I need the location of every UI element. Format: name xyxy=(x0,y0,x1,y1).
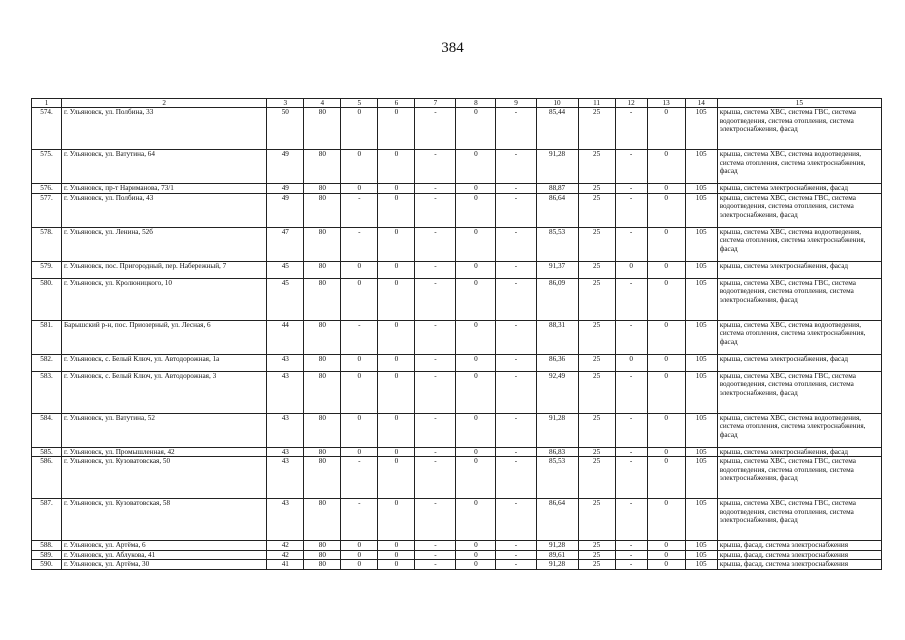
works-cell: крыша, фасад, система электроснабжения xyxy=(717,550,881,560)
value-cell: 0 xyxy=(341,560,378,570)
value-cell: 0 xyxy=(378,371,415,413)
value-cell: 0 xyxy=(456,354,496,371)
value-cell: 105 xyxy=(685,447,717,457)
value-cell: - xyxy=(615,108,647,150)
header-cell: 8 xyxy=(456,99,496,108)
header-cell: 4 xyxy=(304,99,341,108)
value-cell: 91,28 xyxy=(536,541,578,551)
register-table xyxy=(31,98,882,570)
value-cell: 0 xyxy=(647,354,685,371)
value-cell: 25 xyxy=(578,413,615,447)
value-cell: 91,28 xyxy=(536,150,578,184)
value-cell: - xyxy=(615,457,647,499)
value-cell: - xyxy=(415,278,456,320)
value-cell: - xyxy=(496,413,536,447)
value-cell: 41 xyxy=(267,560,304,570)
value-cell: 80 xyxy=(304,227,341,261)
table-row xyxy=(32,108,882,150)
value-cell: 0 xyxy=(341,261,378,278)
value-cell: 0 xyxy=(341,184,378,194)
header-cell: 13 xyxy=(647,99,685,108)
value-cell: - xyxy=(415,413,456,447)
row-number: 577. xyxy=(32,193,62,227)
table-row xyxy=(32,499,882,541)
value-cell: 0 xyxy=(341,447,378,457)
address-cell: г. Ульяновск, пос. Пригородный, пер. Набережный, 7 xyxy=(62,261,267,278)
value-cell: 86,64 xyxy=(536,499,578,541)
value-cell: 25 xyxy=(578,541,615,551)
value-cell: 49 xyxy=(267,184,304,194)
value-cell: - xyxy=(615,560,647,570)
value-cell: 25 xyxy=(578,499,615,541)
value-cell: 80 xyxy=(304,413,341,447)
value-cell: - xyxy=(415,320,456,354)
value-cell: - xyxy=(415,447,456,457)
value-cell: 0 xyxy=(456,560,496,570)
value-cell: 88,31 xyxy=(536,320,578,354)
address-cell: г. Ульяновск, ул. Кролюницкого, 10 xyxy=(62,278,267,320)
address-cell: г. Ульяновск, ул. Кузоватовская, 50 xyxy=(62,457,267,499)
works-cell: крыша, система ХВС, система водоотведения, система отопления, система электроснабжения, фасад xyxy=(717,413,881,447)
value-cell: 91,37 xyxy=(536,261,578,278)
value-cell: 0 xyxy=(341,413,378,447)
row-number: 580. xyxy=(32,278,62,320)
value-cell: 105 xyxy=(685,150,717,184)
works-cell: крыша, система ХВС, система водоотведения, система отопления, система электроснабжения, фасад xyxy=(717,227,881,261)
value-cell: - xyxy=(341,320,378,354)
value-cell: 25 xyxy=(578,457,615,499)
value-cell: 0 xyxy=(341,371,378,413)
value-cell: 0 xyxy=(456,550,496,560)
value-cell: 0 xyxy=(456,320,496,354)
value-cell: 49 xyxy=(267,193,304,227)
value-cell: 0 xyxy=(341,150,378,184)
value-cell: - xyxy=(496,550,536,560)
value-cell: 80 xyxy=(304,457,341,499)
header-cell: 12 xyxy=(615,99,647,108)
value-cell: 25 xyxy=(578,278,615,320)
table-row xyxy=(32,261,882,278)
value-cell: 80 xyxy=(304,184,341,194)
value-cell: 0 xyxy=(378,320,415,354)
value-cell: - xyxy=(415,541,456,551)
value-cell: 25 xyxy=(578,261,615,278)
works-cell: крыша, фасад, система электроснабжения xyxy=(717,560,881,570)
address-cell: г. Ульяновск, ул. Полбина, 43 xyxy=(62,193,267,227)
value-cell: - xyxy=(415,560,456,570)
value-cell: 42 xyxy=(267,541,304,551)
value-cell: - xyxy=(415,261,456,278)
value-cell: 0 xyxy=(378,108,415,150)
value-cell: 43 xyxy=(267,354,304,371)
value-cell: - xyxy=(415,108,456,150)
address-cell: г. Ульяновск, ул. Ватутина, 52 xyxy=(62,413,267,447)
value-cell: 0 xyxy=(456,150,496,184)
address-cell: г. Ульяновск, ул. Промышленная, 42 xyxy=(62,447,267,457)
value-cell: - xyxy=(615,447,647,457)
address-cell: г. Ульяновск, ул. Кузоватовская, 58 xyxy=(62,499,267,541)
value-cell: 0 xyxy=(647,227,685,261)
value-cell: 44 xyxy=(267,320,304,354)
value-cell: 43 xyxy=(267,499,304,541)
value-cell: - xyxy=(615,184,647,194)
works-cell: крыша, система ХВС, система ГВС, система водоотведения, система отопления, система электроснабжения, фасад xyxy=(717,193,881,227)
value-cell: 80 xyxy=(304,320,341,354)
works-cell: крыша, система ХВС, система ГВС, система водоотведения, система отопления, система электроснабжения, фасад xyxy=(717,457,881,499)
value-cell: 0 xyxy=(456,499,496,541)
value-cell: 91,28 xyxy=(536,560,578,570)
value-cell: 0 xyxy=(456,108,496,150)
row-number: 585. xyxy=(32,447,62,457)
header-cell: 10 xyxy=(536,99,578,108)
value-cell: 105 xyxy=(685,550,717,560)
value-cell: 105 xyxy=(685,354,717,371)
works-cell: крыша, система ХВС, система водоотведения, система отопления, система электроснабжения, фасад xyxy=(717,150,881,184)
value-cell: 25 xyxy=(578,550,615,560)
address-cell: г. Ульяновск, с. Белый Ключ, ул. Автодорожная, 1а xyxy=(62,354,267,371)
value-cell: 92,49 xyxy=(536,371,578,413)
value-cell: 49 xyxy=(267,150,304,184)
value-cell: 91,28 xyxy=(536,413,578,447)
row-number: 583. xyxy=(32,371,62,413)
value-cell: 0 xyxy=(341,354,378,371)
value-cell: 25 xyxy=(578,184,615,194)
value-cell: 86,64 xyxy=(536,193,578,227)
value-cell: - xyxy=(415,550,456,560)
value-cell: 0 xyxy=(378,193,415,227)
header-cell: 7 xyxy=(415,99,456,108)
row-number: 575. xyxy=(32,150,62,184)
value-cell: 80 xyxy=(304,541,341,551)
value-cell: 45 xyxy=(267,278,304,320)
value-cell: 25 xyxy=(578,371,615,413)
table-row xyxy=(32,447,882,457)
value-cell: - xyxy=(496,278,536,320)
value-cell: 25 xyxy=(578,447,615,457)
address-cell: г. Ульяновск, ул. Артёма, 30 xyxy=(62,560,267,570)
value-cell: - xyxy=(496,227,536,261)
row-number: 584. xyxy=(32,413,62,447)
value-cell: - xyxy=(341,227,378,261)
value-cell: - xyxy=(496,447,536,457)
row-number: 589. xyxy=(32,550,62,560)
value-cell: - xyxy=(496,193,536,227)
value-cell: 85,53 xyxy=(536,457,578,499)
value-cell: 0 xyxy=(456,193,496,227)
value-cell: 105 xyxy=(685,560,717,570)
value-cell: 0 xyxy=(456,261,496,278)
value-cell: - xyxy=(615,278,647,320)
works-cell: крыша, фасад, система электроснабжения xyxy=(717,541,881,551)
value-cell: 105 xyxy=(685,184,717,194)
address-cell: г. Ульяновск, ул. Артёма, 6 xyxy=(62,541,267,551)
value-cell: - xyxy=(496,108,536,150)
value-cell: 0 xyxy=(378,150,415,184)
value-cell: - xyxy=(615,227,647,261)
value-cell: 25 xyxy=(578,354,615,371)
value-cell: 80 xyxy=(304,560,341,570)
header-row xyxy=(32,99,882,108)
value-cell: - xyxy=(615,150,647,184)
value-cell: 0 xyxy=(378,261,415,278)
value-cell: 0 xyxy=(647,278,685,320)
value-cell: 0 xyxy=(341,108,378,150)
value-cell: - xyxy=(496,371,536,413)
value-cell: 0 xyxy=(647,560,685,570)
page-number: 384 xyxy=(441,40,464,56)
works-cell: крыша, система ХВС, система ГВС, система водоотведения, система отопления, система электроснабжения, фасад xyxy=(717,108,881,150)
value-cell: 105 xyxy=(685,193,717,227)
value-cell: 0 xyxy=(378,278,415,320)
table-row xyxy=(32,560,882,570)
value-cell: - xyxy=(341,457,378,499)
header-cell: 5 xyxy=(341,99,378,108)
row-number: 574. xyxy=(32,108,62,150)
table-row xyxy=(32,457,882,499)
value-cell: 0 xyxy=(341,541,378,551)
value-cell: 0 xyxy=(456,457,496,499)
works-cell: крыша, система электроснабжения, фасад xyxy=(717,261,881,278)
value-cell: 0 xyxy=(647,108,685,150)
value-cell: 105 xyxy=(685,371,717,413)
value-cell: 0 xyxy=(615,261,647,278)
row-number: 576. xyxy=(32,184,62,194)
table-row xyxy=(32,227,882,261)
value-cell: 0 xyxy=(456,278,496,320)
value-cell: - xyxy=(496,354,536,371)
table-row xyxy=(32,550,882,560)
table-row xyxy=(32,320,882,354)
value-cell: 80 xyxy=(304,150,341,184)
value-cell: 0 xyxy=(378,541,415,551)
address-cell: г. Ульяновск, ул. Ватутина, 64 xyxy=(62,150,267,184)
value-cell: 105 xyxy=(685,499,717,541)
value-cell: - xyxy=(415,150,456,184)
value-cell: - xyxy=(496,184,536,194)
header-cell: 3 xyxy=(267,99,304,108)
table-row xyxy=(32,150,882,184)
value-cell: 80 xyxy=(304,550,341,560)
value-cell: 0 xyxy=(456,413,496,447)
value-cell: 0 xyxy=(378,560,415,570)
value-cell: 0 xyxy=(647,261,685,278)
value-cell: 0 xyxy=(378,354,415,371)
value-cell: 0 xyxy=(647,541,685,551)
value-cell: 43 xyxy=(267,447,304,457)
row-number: 581. xyxy=(32,320,62,354)
value-cell: 0 xyxy=(647,550,685,560)
header-cell: 2 xyxy=(62,99,267,108)
address-cell: г. Ульяновск, ул. Ленина, 52б xyxy=(62,227,267,261)
table-row xyxy=(32,371,882,413)
works-cell: крыша, система электроснабжения, фасад xyxy=(717,354,881,371)
value-cell: 80 xyxy=(304,108,341,150)
value-cell: 42 xyxy=(267,550,304,560)
value-cell: 0 xyxy=(456,184,496,194)
value-cell: 25 xyxy=(578,320,615,354)
value-cell: - xyxy=(415,354,456,371)
value-cell: 25 xyxy=(578,150,615,184)
works-cell: крыша, система ХВС, система ГВС, система водоотведения, система отопления, система электроснабжения, фасад xyxy=(717,371,881,413)
row-number: 578. xyxy=(32,227,62,261)
header-cell: 14 xyxy=(685,99,717,108)
value-cell: - xyxy=(615,413,647,447)
value-cell: 80 xyxy=(304,193,341,227)
works-cell: крыша, система электроснабжения, фасад xyxy=(717,447,881,457)
works-cell: крыша, система ХВС, система ГВС, система водоотведения, система отопления, система электроснабжения, фасад xyxy=(717,278,881,320)
value-cell: 80 xyxy=(304,261,341,278)
table-row xyxy=(32,193,882,227)
value-cell: 0 xyxy=(341,550,378,560)
table-row xyxy=(32,184,882,194)
table-row xyxy=(32,278,882,320)
value-cell: 80 xyxy=(304,499,341,541)
value-cell: 0 xyxy=(378,413,415,447)
header-cell: 9 xyxy=(496,99,536,108)
value-cell: 86,36 xyxy=(536,354,578,371)
value-cell: 80 xyxy=(304,371,341,413)
value-cell: 105 xyxy=(685,108,717,150)
value-cell: 0 xyxy=(378,447,415,457)
value-cell: - xyxy=(496,320,536,354)
value-cell: - xyxy=(615,499,647,541)
value-cell: 0 xyxy=(378,499,415,541)
value-cell: - xyxy=(615,320,647,354)
value-cell: - xyxy=(415,499,456,541)
value-cell: 105 xyxy=(685,541,717,551)
row-number: 587. xyxy=(32,499,62,541)
row-number: 579. xyxy=(32,261,62,278)
value-cell: 0 xyxy=(456,371,496,413)
value-cell: - xyxy=(496,560,536,570)
value-cell: - xyxy=(415,184,456,194)
value-cell: 0 xyxy=(456,447,496,457)
header-cell: 11 xyxy=(578,99,615,108)
value-cell: 0 xyxy=(378,227,415,261)
value-cell: 0 xyxy=(378,550,415,560)
address-cell: г. Ульяновск, ул. Аблукова, 41 xyxy=(62,550,267,560)
value-cell: 43 xyxy=(267,371,304,413)
value-cell: 85,53 xyxy=(536,227,578,261)
value-cell: - xyxy=(496,541,536,551)
value-cell: 25 xyxy=(578,227,615,261)
header-cell: 1 xyxy=(32,99,62,108)
table-row xyxy=(32,354,882,371)
value-cell: 0 xyxy=(647,320,685,354)
works-cell: крыша, система ХВС, система ГВС, система водоотведения, система отопления, система электроснабжения, фасад xyxy=(717,499,881,541)
value-cell: 105 xyxy=(685,278,717,320)
works-cell: крыша, система ХВС, система водоотведения, система отопления, система электроснабжения, фасад xyxy=(717,320,881,354)
works-cell: крыша, система электроснабжения, фасад xyxy=(717,184,881,194)
value-cell: 105 xyxy=(685,261,717,278)
value-cell: 86,09 xyxy=(536,278,578,320)
value-cell: 105 xyxy=(685,227,717,261)
header-cell: 15 xyxy=(717,99,881,108)
value-cell: - xyxy=(496,499,536,541)
row-number: 586. xyxy=(32,457,62,499)
row-number: 590. xyxy=(32,560,62,570)
value-cell: 50 xyxy=(267,108,304,150)
value-cell: 85,44 xyxy=(536,108,578,150)
value-cell: 0 xyxy=(647,184,685,194)
value-cell: 25 xyxy=(578,560,615,570)
value-cell: 88,87 xyxy=(536,184,578,194)
value-cell: 0 xyxy=(647,150,685,184)
value-cell: 0 xyxy=(647,413,685,447)
value-cell: 105 xyxy=(685,457,717,499)
address-cell: г. Ульяновск, пр-т Нариманова, 73/1 xyxy=(62,184,267,194)
value-cell: - xyxy=(415,193,456,227)
table-row xyxy=(32,541,882,551)
value-cell: - xyxy=(415,227,456,261)
value-cell: 0 xyxy=(647,457,685,499)
value-cell: 0 xyxy=(647,193,685,227)
value-cell: - xyxy=(341,193,378,227)
value-cell: 0 xyxy=(615,354,647,371)
value-cell: 80 xyxy=(304,447,341,457)
value-cell: 105 xyxy=(685,413,717,447)
header-cell: 6 xyxy=(378,99,415,108)
value-cell: 105 xyxy=(685,320,717,354)
value-cell: 80 xyxy=(304,278,341,320)
value-cell: 86,83 xyxy=(536,447,578,457)
table-row xyxy=(32,413,882,447)
value-cell: 25 xyxy=(578,193,615,227)
value-cell: - xyxy=(615,371,647,413)
value-cell: 47 xyxy=(267,227,304,261)
value-cell: 43 xyxy=(267,413,304,447)
value-cell: 0 xyxy=(378,184,415,194)
value-cell: - xyxy=(615,193,647,227)
value-cell: 0 xyxy=(456,541,496,551)
address-cell: г. Ульяновск, с. Белый Ключ, ул. Автодорожная, 3 xyxy=(62,371,267,413)
value-cell: 80 xyxy=(304,354,341,371)
value-cell: 0 xyxy=(378,457,415,499)
value-cell: 89,61 xyxy=(536,550,578,560)
value-cell: - xyxy=(615,550,647,560)
value-cell: - xyxy=(415,457,456,499)
row-number: 582. xyxy=(32,354,62,371)
value-cell: 0 xyxy=(647,371,685,413)
address-cell: Барышский р-н, пос. Приозерный, ул. Лесная, 6 xyxy=(62,320,267,354)
value-cell: - xyxy=(615,541,647,551)
value-cell: - xyxy=(496,261,536,278)
value-cell: - xyxy=(341,499,378,541)
value-cell: 0 xyxy=(341,278,378,320)
row-number: 588. xyxy=(32,541,62,551)
value-cell: - xyxy=(415,371,456,413)
value-cell: 43 xyxy=(267,457,304,499)
value-cell: 0 xyxy=(647,499,685,541)
address-cell: г. Ульяновск, ул. Полбина, 33 xyxy=(62,108,267,150)
value-cell: - xyxy=(496,150,536,184)
value-cell: - xyxy=(496,457,536,499)
value-cell: 45 xyxy=(267,261,304,278)
value-cell: 25 xyxy=(578,108,615,150)
value-cell: 0 xyxy=(647,447,685,457)
value-cell: 0 xyxy=(456,227,496,261)
